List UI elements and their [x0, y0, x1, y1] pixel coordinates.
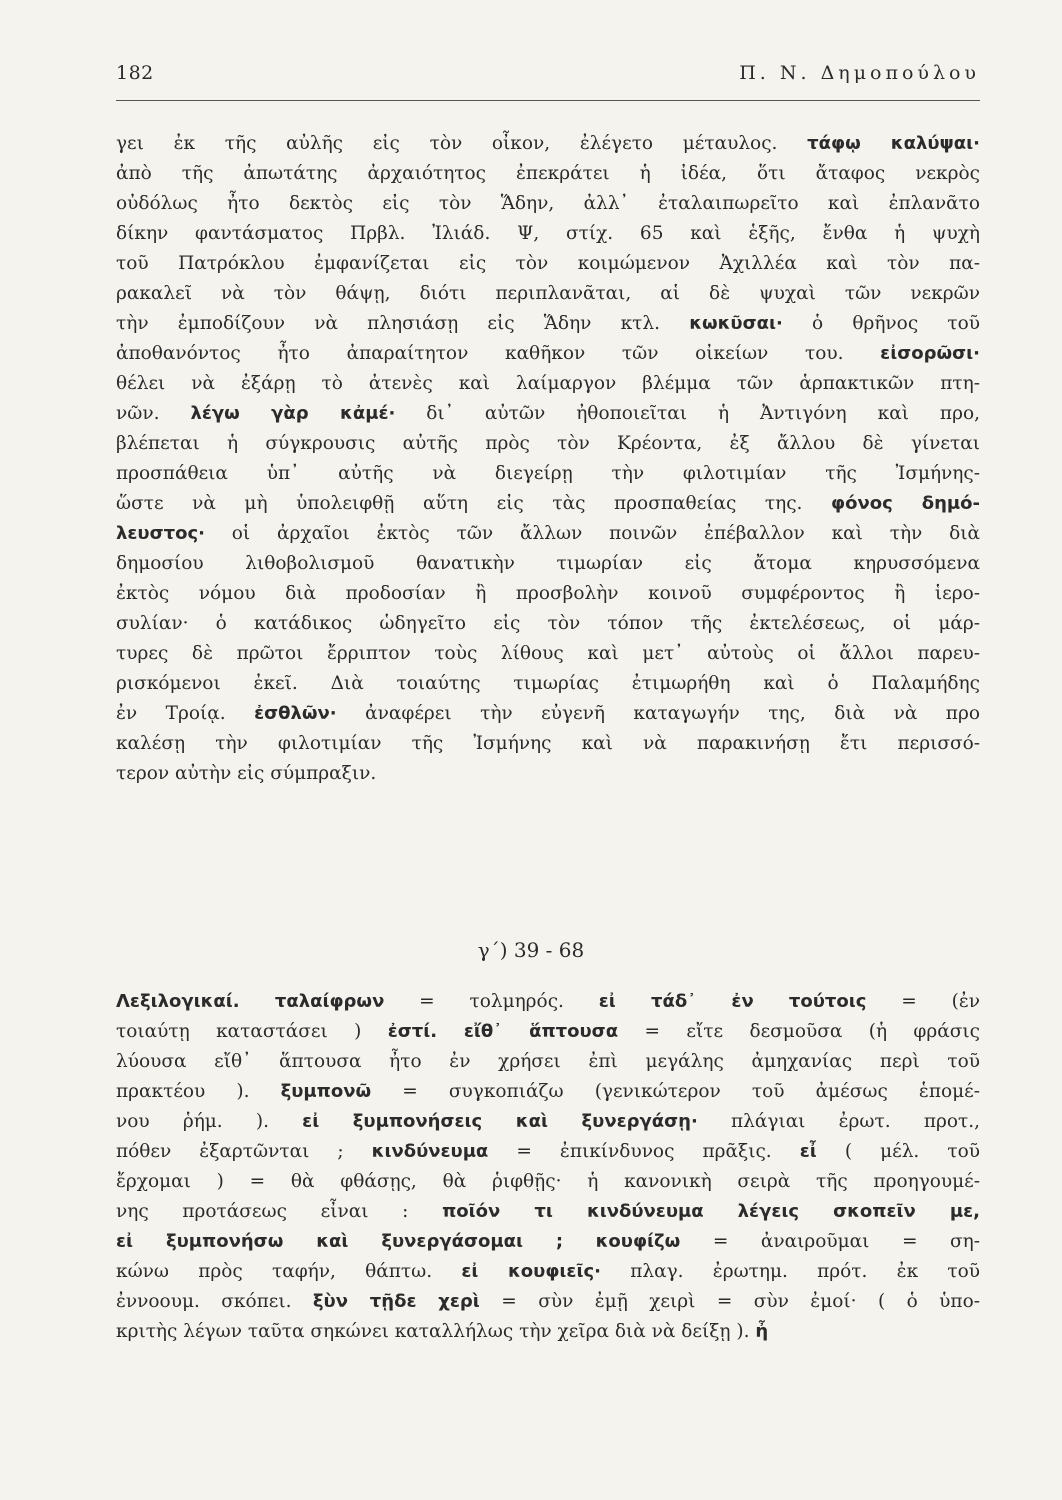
lemma-term: κωκῦσαι· — [689, 313, 783, 334]
text-run: ἀπὸ τῆς ἀπωτάτης ἀρχαιότητος ἐπεκράτει ἡ ἰδέα, ὅτι ἄταφος νεκρὸς — [116, 163, 980, 184]
page-number: 182 — [116, 62, 154, 84]
text-run: νης προτάσεως εἶναι : — [116, 1201, 443, 1222]
text-run: ὁ θρῆνος τοῦ — [782, 313, 980, 334]
text-line — [116, 549, 980, 579]
lemma-term: εἰ κουφιεῖς· — [461, 1261, 601, 1282]
text-run: ἀναφέρει τὴν εὐγενῆ καταγωγήν της, διὰ νὰ προ — [336, 703, 980, 724]
text-line — [116, 639, 980, 669]
text-line — [116, 159, 980, 189]
text-run: = (ἐν — [866, 991, 980, 1012]
text-run: νου ῥήμ. ). — [116, 1111, 303, 1132]
text-line — [116, 1017, 980, 1047]
text-line — [116, 519, 980, 549]
text-line — [116, 1287, 980, 1317]
text-line — [116, 1257, 980, 1287]
lemma-term: ποῖόν τι κινδύνευμα λέγεις σκοπεῖν με, — [442, 1201, 980, 1222]
text-run: τοῦ Πατρόκλου ἐμφανίζεται εἰς τὸν κοιμώμενον Ἀχιλλέα καὶ τὸν πα- — [116, 253, 980, 274]
text-line — [116, 1227, 980, 1257]
text-run: κριτὴς λέγων ταῦτα σηκώνει καταλλήλως τὴν χεῖρα διὰ νὰ δείξῃ ). — [116, 1321, 756, 1342]
text-line — [116, 1197, 980, 1227]
text-run: δημοσίου λιθοβολισμοῦ θανατικὴν τιμωρίαν εἰς ἄτομα κηρυσσόμενα — [116, 553, 980, 574]
text-run: τοιαύτῃ καταστάσει ) — [116, 1021, 388, 1042]
text-line — [116, 399, 980, 429]
text-line — [116, 339, 980, 369]
text-line — [116, 309, 980, 339]
text-line — [116, 189, 980, 219]
text-line — [116, 699, 980, 729]
text-run: ρισκόμενοι ἐκεῖ. Διὰ τοιαύτης τιμωρίας ἐτιμωρήθη καὶ ὁ Παλαμήδης — [116, 673, 980, 694]
text-run: καλέσῃ τὴν φιλοτιμίαν τῆς Ἰσμήνης καὶ νὰ παρακινήσῃ ἔτι περισσό- — [116, 733, 980, 754]
text-run: ἐννοουμ. σκόπει. — [116, 1291, 313, 1312]
text-line — [116, 1167, 980, 1197]
lemma-term: ἐσθλῶν· — [254, 703, 337, 724]
text-line — [116, 1137, 980, 1167]
text-line — [116, 459, 980, 489]
lemma-term: Λεξιλογικαί. ταλαίφρων — [116, 991, 385, 1012]
text-line — [116, 489, 980, 519]
text-run: προσπάθεια ὑπ᾽ αὐτῆς νὰ διεγείρῃ τὴν φιλοτιμίαν τῆς Ἰσμήνης- — [116, 463, 980, 484]
text-run: ὥστε νὰ μὴ ὑπολειφθῇ αὕτη εἰς τὰς προσπαθείας της. — [116, 493, 832, 514]
lemma-term: ξυμπονῶ — [280, 1081, 372, 1102]
text-line — [116, 219, 980, 249]
lemma-term: λέγω γὰρ κἀμέ· — [190, 403, 396, 424]
text-run: πρακτέου ). — [116, 1081, 281, 1102]
text-run: = σὺν ἐμῇ χειρὶ = σὺν ἐμοί· ( ὁ ὑπο- — [479, 1291, 980, 1312]
text-line — [116, 609, 980, 639]
lemma-term: εἰ τάδ᾽ ἐν τούτοις — [598, 991, 867, 1012]
text-line — [116, 579, 980, 609]
header-rule — [116, 100, 980, 101]
text-line — [116, 129, 980, 159]
text-run: θέλει νὰ ἐξάρῃ τὸ ἀτενὲς καὶ λαίμαργον βλέμμα τῶν ἁρπακτικῶν πτη- — [116, 373, 980, 394]
text-line — [116, 1047, 980, 1077]
text-run: νῶν. — [116, 403, 191, 424]
section-heading: γ΄) 39 - 68 — [477, 938, 585, 962]
lemma-term: κουφίζω — [595, 1231, 681, 1252]
text-line — [116, 729, 980, 759]
text-run: κώνω πρὸς ταφήν, θάπτω. — [116, 1261, 462, 1282]
text-run: δίκην φαντάσματος Πρβλ. Ἰλιάδ. Ψ, στίχ. 65 καὶ ἑξῆς, ἔνθα ἡ ψυχὴ — [116, 223, 980, 244]
lemma-term: εἰ ξυμπονήσεις καὶ ξυνεργάσῃ· — [302, 1111, 698, 1132]
text-run: ἐκτὸς νόμου διὰ προδοσίαν ἢ προσβολὴν κοινοῦ συμφέροντος ἢ ἱερο- — [116, 583, 980, 604]
text-run: = τολμηρός. — [384, 991, 599, 1012]
lemma-term: εἰσορῶσι· — [880, 343, 980, 364]
text-run: πλαγ. ἐρωτημ. πρότ. ἐκ τοῦ — [600, 1261, 980, 1282]
text-run: = συγκοπιάζω (γενικώτερον τοῦ ἀμέσως ἑπομέ- — [371, 1081, 981, 1102]
text-line — [116, 1317, 980, 1347]
text-run — [563, 1231, 596, 1252]
lemma-term: ξὺν τῇδε χερὶ — [312, 1291, 480, 1312]
commentary-paragraph-2 — [116, 987, 980, 1347]
text-run: πλάγιαι ἐρωτ. προτ., — [697, 1111, 980, 1132]
text-line — [116, 1107, 980, 1137]
lemma-term: ἐστί. εἴθ᾽ ἅπτουσα — [387, 1021, 619, 1042]
text-line — [116, 1077, 980, 1107]
text-run: τυρες δὲ πρῶτοι ἔρριπτον τοὺς λίθους καὶ μετ᾽ αὐτοὺς οἱ ἄλλοι παρευ- — [116, 643, 980, 664]
lemma-term: εἰ ξυμπονήσω καὶ ξυνεργάσομαι ; — [116, 1231, 564, 1252]
text-line — [116, 987, 980, 1017]
text-run: συλίαν· ὁ κατάδικος ὡδηγεῖτο εἰς τὸν τόπον τῆς ἐκτελέσεως, οἱ μάρ- — [116, 613, 980, 634]
text-line — [116, 669, 980, 699]
text-run: βλέπεται ἡ σύγκρουσις αὐτῆς πρὸς τὸν Κρέοντα, ἐξ ἄλλου δὲ γίνεται — [116, 433, 980, 454]
text-run: ( μέλ. τοῦ — [816, 1141, 980, 1162]
commentary-paragraph-1 — [116, 129, 980, 789]
lemma-term: εἶ — [799, 1141, 817, 1162]
lemma-term: ἦ — [755, 1321, 769, 1342]
text-run: τὴν ἐμποδίζουν νὰ πλησιάσῃ εἰς Ἅδην κτλ. — [116, 313, 690, 334]
text-line — [116, 279, 980, 309]
lemma-term: λευστος· — [116, 523, 205, 544]
text-line — [116, 429, 980, 459]
text-run: ἐν Τροίᾳ. — [116, 703, 255, 724]
text-run: λύουσα εἴθ᾽ ἅπτουσα ἦτο ἐν χρήσει ἐπὶ μεγάλης ἀμηχανίας περὶ τοῦ — [116, 1051, 980, 1072]
lemma-term: κινδύνευμα — [371, 1141, 489, 1162]
text-run: ἔρχομαι ) = θὰ φθάσῃς, θὰ ῥιφθῇς· ἡ κανονικὴ σειρὰ τῆς προηγουμέ- — [116, 1171, 980, 1192]
text-run: = ἐπικίνδυνος πρᾶξις. — [488, 1141, 800, 1162]
text-run: ρακαλεῖ νὰ τὸν θάψῃ, διότι περιπλανᾶται, αἱ δὲ ψυχαὶ τῶν νεκρῶν — [116, 283, 980, 304]
text-run: δι᾽ αὐτῶν ἠθοποιεῖται ἡ Ἀντιγόνη καὶ προ, — [395, 403, 980, 424]
text-line — [116, 759, 980, 789]
text-run: πόθεν ἐξαρτῶνται ; — [116, 1141, 372, 1162]
lemma-term: φόνος δημό- — [831, 493, 980, 514]
text-run: = εἴτε δεσμοῦσα (ἡ φράσις — [618, 1021, 980, 1042]
text-run: τερον αὐτὴν εἰς σύμπραξιν. — [116, 763, 377, 784]
text-run: γει ἐκ τῆς αὐλῆς εἰς τὸν οἶκον, ἐλέγετο μέταυλος. — [116, 133, 808, 154]
running-author: Π. Ν. Δημοπούλου — [739, 62, 980, 84]
lemma-term: τάφῳ καλύψαι· — [807, 133, 981, 154]
text-line — [116, 249, 980, 279]
text-run: ἀποθανόντος ἦτο ἀπαραίτητον καθῆκον τῶν οἰκείων του. — [116, 343, 881, 364]
text-run: = ἀναιροῦμαι = ση- — [680, 1231, 980, 1252]
text-line — [116, 369, 980, 399]
text-run: οὐδόλως ἦτο δεκτὸς εἰς τὸν Ἅδην, ἀλλ᾽ ἐταλαιπωρεῖτο καὶ ἐπλανᾶτο — [116, 193, 980, 214]
text-run: οἱ ἀρχαῖοι ἐκτὸς τῶν ἄλλων ποινῶν ἐπέβαλλον καὶ τὴν διὰ — [204, 523, 980, 544]
